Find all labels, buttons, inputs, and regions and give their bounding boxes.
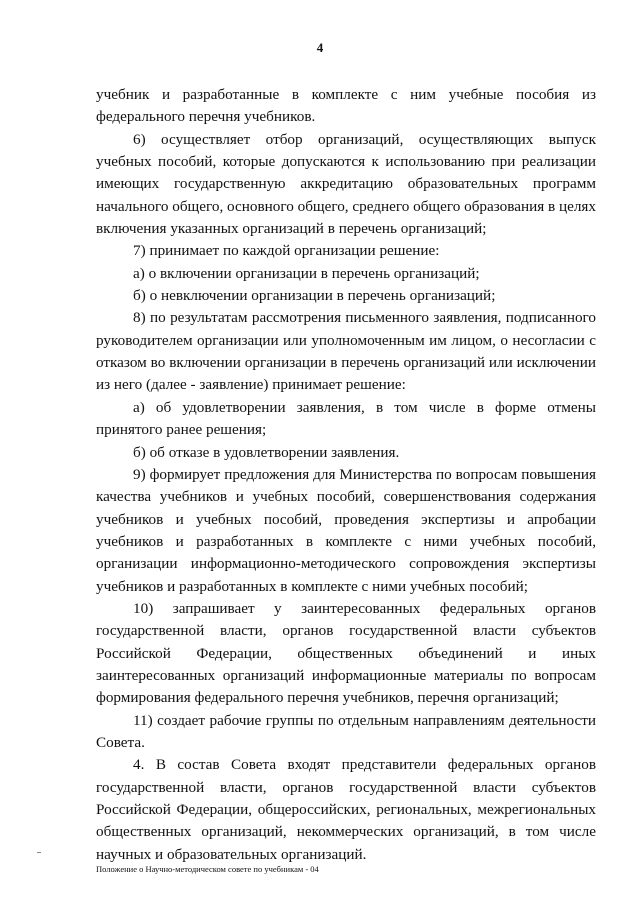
paragraph: а) о включении организации в перечень организаций; <box>133 264 480 282</box>
paragraph: 7) принимает по каждой организации решение: <box>133 242 440 260</box>
paragraph: 9) формирует предложения для Министерства по вопросам повышения качества учебников и учебных пособий, совершенствования содержания учебников и учебных пособий, проведения экспертизы и апробации учебников и разработанных в комплекте с ними учебных пособий, организации информационно-методического сопровождения экспертизы учебников и разработанных в комплекте с ними учебных пособий; <box>96 465 596 595</box>
paragraph: 8) по результатам рассмотрения письменного заявления, подписанного руководителем организации или уполномоченным им лицом, о несогласии с отказом во включении организации в перечень организаций или исключении из него (далее - заявление) принимает решение: <box>96 309 596 394</box>
paragraph: б) об отказе в удовлетворении заявления. <box>133 443 400 461</box>
page-number: 4 <box>316 40 324 55</box>
paragraph: 10) запрашивает у заинтересованных федеральных органов государственной власти, органов государственной власти субъектов Российской Федерации, общественных объединений и иных заинтересованных организаций информационные материалы по вопросам формирования федерального перечня учебников, перечня организаций; <box>96 599 596 707</box>
paragraph: 11) создает рабочие группы по отдельным направлениям деятельности Совета. <box>96 711 596 751</box>
paragraph: б) о невключении организации в перечень организаций; <box>133 287 496 305</box>
paragraph: 6) осуществляет отбор организаций, осуществляющих выпуск учебных пособий, которые допускаются к использованию при реализации имеющих государственную аккредитацию образовательных программ начального общего, основного общего, среднего общего образования в целях включения указанных организаций в перечень организаций; <box>96 130 597 238</box>
scan-mark <box>37 852 41 853</box>
paragraph: 4. В состав Совета входят представители федеральных органов государственной власти, органов государственной власти субъектов Российской Федерации, общероссийских, региональных, межрегиональных общественных организаций, некоммерческих организаций, в том числе научных и образовательных организаций. <box>96 756 596 863</box>
paragraph: учебник и разработанные в комплекте с ним учебные пособия из федерального перечня учебников. <box>96 86 596 126</box>
paragraph: а) об удовлетворении заявления, в том числе в форме отмены принятого ранее решения; <box>96 398 596 439</box>
document-body <box>96 84 596 866</box>
page-footer: Положение о Научно-методическом совете по учебникам - 04 <box>96 864 319 874</box>
